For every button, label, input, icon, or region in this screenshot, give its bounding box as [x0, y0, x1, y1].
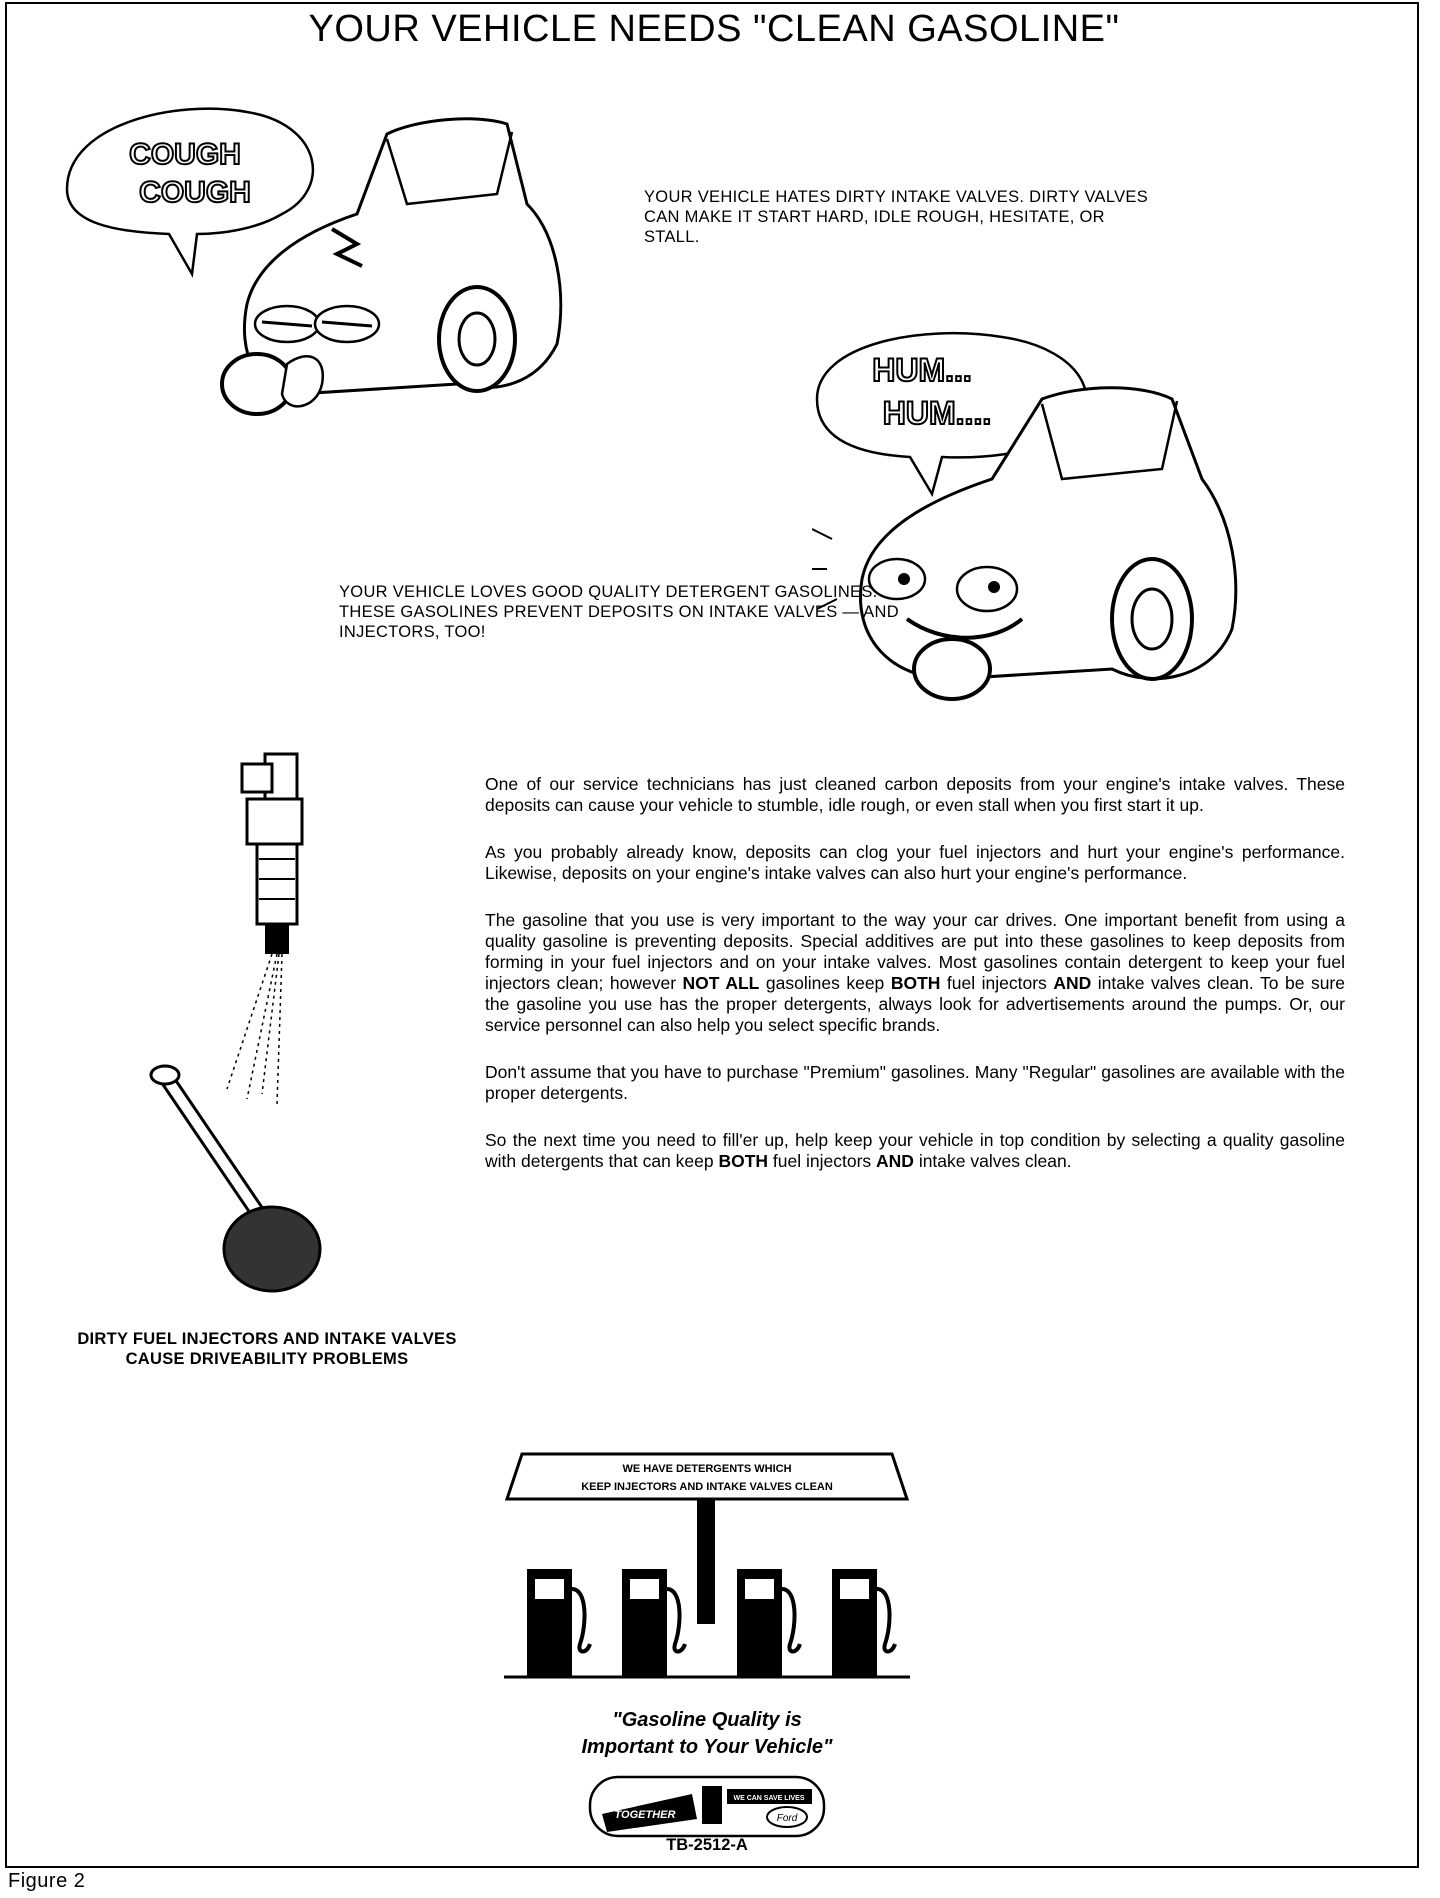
injector-valve-illustration: [147, 749, 347, 1309]
paragraph-4: Don't assume that you have to purchase "Premium" gasolines. Many "Regular" gasolines are available with the proper detergents.: [485, 1062, 1345, 1103]
tagline-line1: "Gasoline Quality is: [612, 1709, 802, 1731]
bubble-cough-line2: COUGH: [139, 176, 251, 209]
page-frame: [5, 2, 1419, 1868]
bubble-cough-line1: COUGH: [129, 138, 241, 171]
fuel-pump-3: [737, 1569, 800, 1677]
document-code: TB-2512-A: [666, 1836, 748, 1854]
bubble-hum-line2: HUM....: [882, 395, 992, 431]
injector-caption: DIRTY FUEL INJECTORS AND INTAKE VALVES CAUSE DRIVEABILITY PROBLEMS: [77, 1330, 457, 1368]
paragraph-3: The gasoline that you use is very important to the way your car drives. One important benefit from using a quality gasoline is preventing deposits. Special additives are put into these gasolines to keep deposits from forming in your fuel injectors and on your intake valves. Most gasolines contain detergent to keep your fuel injectors clean; however NOT ALL gasolines keep BOTH fuel injectors AND intake valves clean. To be sure the gasoline you use has the proper detergents, always look for advertisements around the pumps. Or, our service personnel can also help you select specific brands.: [485, 910, 1345, 1035]
figure-label: Figure 2: [8, 1870, 86, 1892]
coughing-car-illustration: [57, 94, 577, 434]
main-body: [485, 774, 1345, 1198]
logo-together-text: TOGETHER: [614, 1809, 676, 1821]
dirty-valves-text: YOUR VEHICLE HATES DIRTY INTAKE VALVES. DIRTY VALVES CAN MAKE IT START HARD, IDLE ROUGH, HESITATE, OR STALL.: [644, 188, 1149, 246]
logo-slogan-text: WE CAN SAVE LIVES: [733, 1795, 805, 1802]
good-gasoline-text: YOUR VEHICLE LOVES GOOD QUALITY DETERGENT GASOLINES. THESE GASOLINES PREVENT DEPOSITS ON INTAKE VALVES — AND INJECTORS, TOO!: [339, 583, 899, 641]
paragraph-2: As you probably already know, deposits can clog your fuel injectors and hurt your engine's performance. Likewise, deposits on your engine's intake valves can also hurt your engine's performance.: [485, 842, 1345, 883]
tagline-line2: Important to Your Vehicle": [581, 1736, 833, 1758]
bubble-hum-line1: HUM...: [872, 352, 972, 388]
sign-line2: KEEP INJECTORS AND INTAKE VALVES CLEAN: [581, 1481, 833, 1493]
tagline: [457, 1707, 957, 1761]
fuel-pump-4: [832, 1569, 895, 1677]
gas-station-illustration: [502, 1449, 912, 1689]
page-title: YOUR VEHICLE NEEDS "CLEAN GASOLINE": [308, 8, 1120, 50]
logo-brand-text: Ford: [776, 1813, 798, 1824]
sign-line1: WE HAVE DETERGENTS WHICH: [622, 1463, 792, 1475]
paragraph-1: One of our service technicians has just cleaned carbon deposits from your engine's intake valves. These deposits can cause your vehicle to stumble, idle rough, or even stall when you first start it up.: [485, 774, 1345, 815]
fuel-pump-2: [622, 1569, 685, 1677]
together-logo: [587, 1774, 827, 1839]
fuel-pump-1: [527, 1569, 590, 1677]
paragraph-5: So the next time you need to fill'er up, help keep your vehicle in top condition by selecting a quality gasoline with detergents that can keep BOTH fuel injectors AND intake valves clean.: [485, 1130, 1345, 1171]
happy-car-illustration: [812, 329, 1372, 729]
